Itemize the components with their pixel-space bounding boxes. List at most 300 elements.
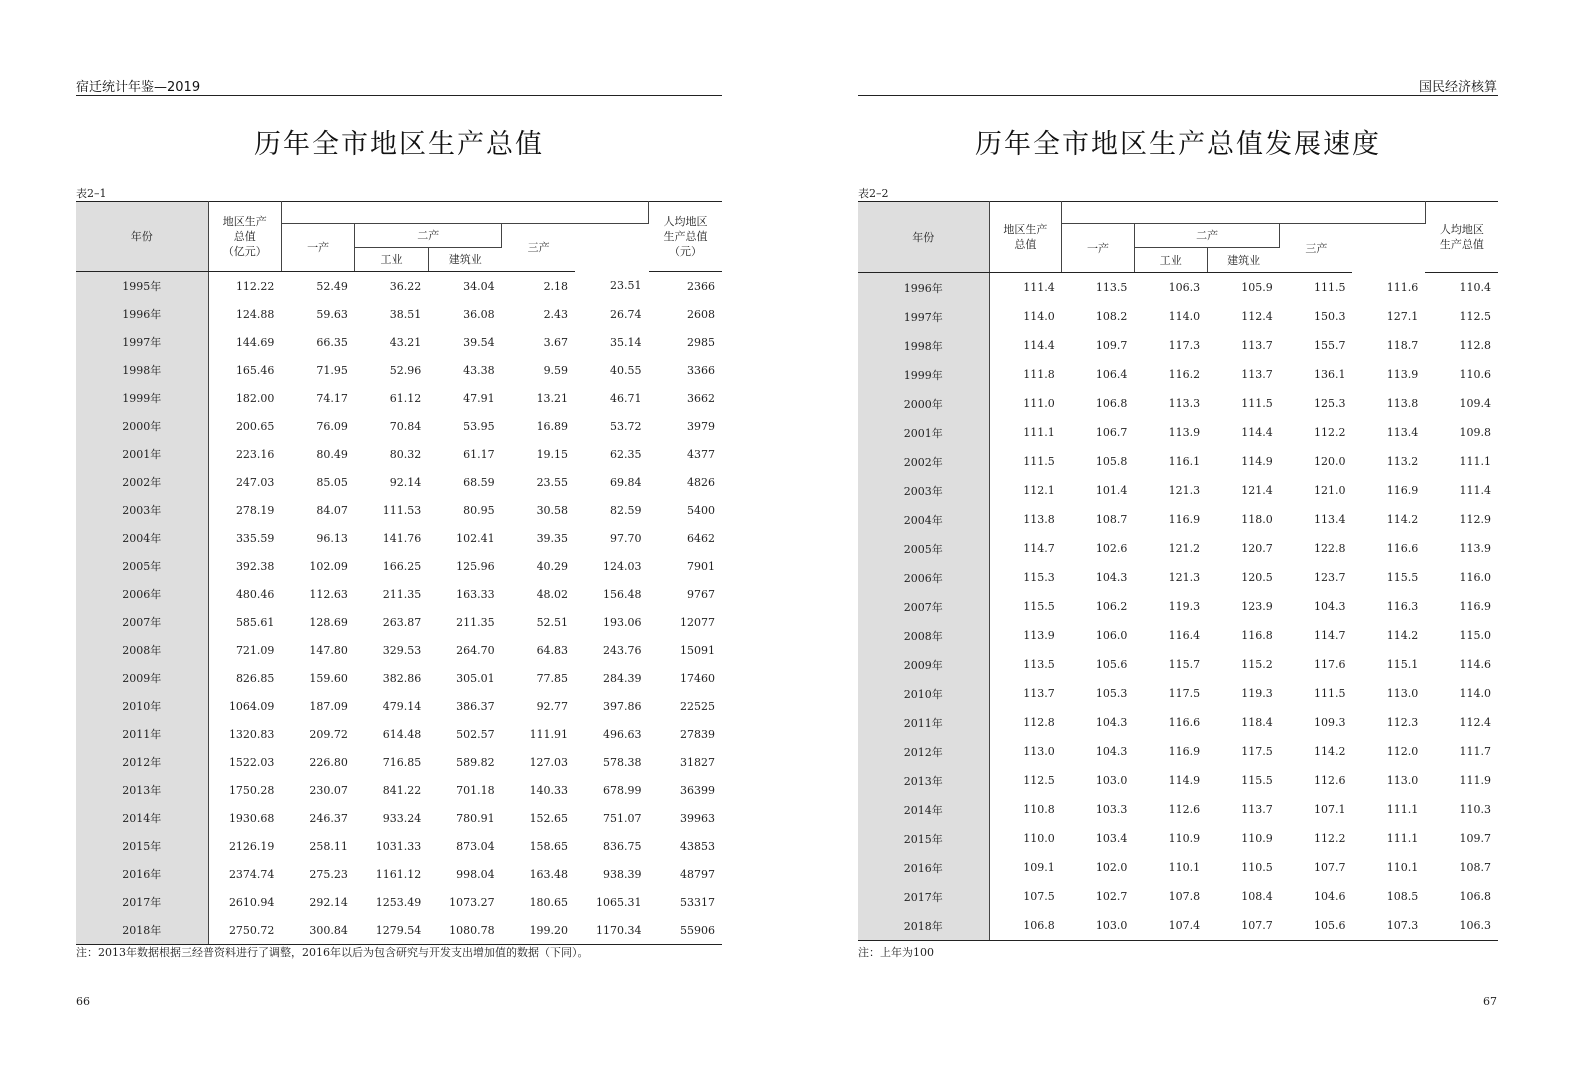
value-cell: 292.14 bbox=[309, 895, 348, 909]
value-cell: 109.7 bbox=[1095, 339, 1128, 352]
value-cell: 105.9 bbox=[1241, 281, 1273, 294]
value-cell: 193.06 bbox=[603, 615, 642, 629]
value-cell: 117.6 bbox=[1313, 658, 1346, 671]
value-cell: 74.17 bbox=[316, 391, 348, 405]
value-cell: 108.2 bbox=[1095, 310, 1128, 323]
value-cell: 121.4 bbox=[1241, 484, 1273, 497]
value-cell: 106.3 bbox=[1425, 911, 1498, 941]
value-cell: 13.21 bbox=[536, 391, 569, 405]
value-cell: 386.37 bbox=[456, 699, 495, 713]
value-cell: 127.1 bbox=[1386, 310, 1419, 323]
value-cell: 116.3 bbox=[1386, 600, 1419, 613]
value-cell: 113.7 bbox=[1023, 687, 1055, 700]
header-primary: 一产 bbox=[281, 224, 354, 272]
value-cell: 112.2 bbox=[1313, 832, 1346, 845]
table-body bbox=[76, 272, 722, 945]
value-cell: 116.0 bbox=[1459, 571, 1491, 584]
table-row bbox=[76, 468, 722, 496]
value-cell: 103.0 bbox=[1095, 774, 1128, 787]
value-cell: 102.6 bbox=[1095, 542, 1128, 555]
year-cell: 2014年 bbox=[858, 795, 989, 824]
value-cell: 243.76 bbox=[603, 643, 642, 657]
value-cell: 114.6 bbox=[1459, 658, 1491, 671]
value-cell: 36399 bbox=[680, 783, 715, 797]
year-cell: 2013年 bbox=[76, 776, 208, 804]
year-cell: 2018年 bbox=[76, 916, 208, 945]
value-cell: 158.65 bbox=[529, 839, 569, 853]
table-row bbox=[76, 748, 722, 776]
year-cell: 1999年 bbox=[858, 360, 989, 389]
value-cell: 112.6 bbox=[1313, 774, 1346, 787]
value-cell: 111.53 bbox=[382, 503, 422, 517]
value-cell: 104.3 bbox=[1313, 600, 1346, 613]
value-cell: 116.9 bbox=[1168, 513, 1201, 526]
value-cell: 105.6 bbox=[1280, 911, 1353, 941]
value-cell: 120.7 bbox=[1241, 542, 1273, 555]
value-cell: 113.9 bbox=[1386, 368, 1419, 381]
year-cell: 2015年 bbox=[76, 832, 208, 860]
value-cell: 275.23 bbox=[309, 867, 348, 881]
value-cell: 2608 bbox=[687, 307, 715, 321]
value-cell: 1073.27 bbox=[449, 895, 495, 909]
value-cell: 113.3 bbox=[1168, 397, 1201, 410]
value-cell: 12077 bbox=[680, 615, 715, 629]
value-cell: 3.67 bbox=[543, 335, 569, 349]
value-cell: 114.0 bbox=[1023, 310, 1055, 323]
year-cell: 2007年 bbox=[76, 608, 208, 636]
table-row bbox=[76, 440, 722, 468]
value-cell: 123.7 bbox=[1313, 571, 1346, 584]
value-cell: 397.86 bbox=[603, 699, 642, 713]
value-cell: 80.49 bbox=[316, 447, 348, 461]
table-row bbox=[76, 608, 722, 636]
year-cell: 2005年 bbox=[858, 534, 989, 563]
table-row bbox=[76, 580, 722, 608]
value-cell: 102.0 bbox=[1095, 861, 1128, 874]
value-cell: 117.3 bbox=[1168, 339, 1201, 352]
growth-table bbox=[858, 201, 1498, 941]
value-cell: 104.3 bbox=[1095, 716, 1128, 729]
value-cell: 3662 bbox=[687, 391, 715, 405]
value-cell: 246.37 bbox=[309, 811, 348, 825]
value-cell: 106.8 bbox=[1459, 890, 1491, 903]
value-cell: 116.9 bbox=[1459, 600, 1491, 613]
value-cell: 109.1 bbox=[1023, 861, 1055, 874]
value-cell: 111.0 bbox=[1023, 397, 1055, 410]
value-cell: 111.4 bbox=[1023, 281, 1055, 294]
value-cell: 107.7 bbox=[1207, 911, 1280, 941]
value-cell: 1522.03 bbox=[228, 755, 275, 769]
year-cell: 2007年 bbox=[858, 592, 989, 621]
table-row bbox=[858, 418, 1498, 447]
value-cell: 62.35 bbox=[610, 447, 642, 461]
value-cell: 114.2 bbox=[1386, 513, 1419, 526]
value-cell: 114.7 bbox=[1313, 629, 1346, 642]
value-cell: 106.2 bbox=[1095, 600, 1128, 613]
value-cell: 43853 bbox=[680, 839, 715, 853]
value-cell: 263.87 bbox=[382, 615, 422, 629]
year-cell: 2004年 bbox=[858, 505, 989, 534]
value-cell: 113.8 bbox=[1023, 513, 1055, 526]
value-cell: 111.6 bbox=[1386, 280, 1419, 294]
value-cell: 873.04 bbox=[456, 839, 495, 853]
value-cell: 104.3 bbox=[1095, 745, 1128, 758]
table-row bbox=[76, 832, 722, 860]
year-cell: 2001年 bbox=[858, 418, 989, 447]
value-cell: 105.8 bbox=[1095, 455, 1128, 468]
value-cell: 111.1 bbox=[1459, 455, 1491, 468]
table-row bbox=[76, 300, 722, 328]
running-head: 国民经济核算 bbox=[1418, 80, 1497, 95]
year-cell: 2000年 bbox=[858, 389, 989, 418]
value-cell: 2610.94 bbox=[228, 895, 275, 909]
value-cell: 47.91 bbox=[463, 391, 495, 405]
value-cell: 110.1 bbox=[1168, 861, 1201, 874]
value-cell: 121.3 bbox=[1168, 484, 1201, 497]
year-cell: 2006年 bbox=[76, 580, 208, 608]
year-cell: 2009年 bbox=[858, 650, 989, 679]
value-cell: 136.1 bbox=[1313, 368, 1346, 381]
value-cell: 107.4 bbox=[1134, 911, 1207, 941]
value-cell: 71.95 bbox=[316, 363, 348, 377]
value-cell: 589.82 bbox=[456, 755, 495, 769]
table-row bbox=[858, 882, 1498, 911]
value-cell: 31827 bbox=[680, 755, 715, 769]
value-cell: 163.33 bbox=[456, 587, 495, 601]
value-cell: 111.5 bbox=[1313, 687, 1346, 700]
year-cell: 2006年 bbox=[858, 563, 989, 592]
table-row bbox=[76, 496, 722, 524]
value-cell: 113.5 bbox=[1023, 658, 1055, 671]
table-row bbox=[858, 302, 1498, 331]
header-tertiary: 三产 bbox=[1280, 224, 1353, 273]
value-cell: 105.3 bbox=[1095, 687, 1128, 700]
value-cell: 116.8 bbox=[1241, 629, 1273, 642]
value-cell: 3366 bbox=[687, 363, 715, 377]
value-cell: 113.8 bbox=[1386, 397, 1419, 410]
value-cell: 112.8 bbox=[1459, 339, 1491, 352]
value-cell: 115.3 bbox=[1023, 571, 1055, 584]
year-cell: 2012年 bbox=[858, 737, 989, 766]
header-per-capita: 人均地区 生产总值 bbox=[1425, 202, 1498, 273]
value-cell: 392.38 bbox=[235, 559, 275, 573]
value-cell: 152.65 bbox=[529, 811, 569, 825]
value-cell: 118.7 bbox=[1386, 339, 1419, 352]
value-cell: 110.5 bbox=[1241, 861, 1273, 874]
value-cell: 40.29 bbox=[536, 559, 569, 573]
value-cell: 17460 bbox=[680, 671, 715, 685]
table-row bbox=[76, 552, 722, 580]
value-cell: 82.59 bbox=[610, 503, 642, 517]
header-primary: 一产 bbox=[1062, 224, 1135, 273]
year-cell: 1997年 bbox=[858, 302, 989, 331]
value-cell: 209.72 bbox=[309, 727, 348, 741]
value-cell: 105.6 bbox=[1095, 658, 1128, 671]
value-cell: 106.4 bbox=[1095, 368, 1128, 381]
value-cell: 155.7 bbox=[1313, 339, 1346, 352]
value-cell: 938.39 bbox=[603, 867, 642, 881]
right-page bbox=[794, 0, 1587, 1077]
header-year: 年份 bbox=[76, 202, 208, 272]
table-row bbox=[858, 360, 1498, 389]
value-cell: 52.96 bbox=[389, 363, 422, 377]
value-cell: 110.8 bbox=[1023, 803, 1055, 816]
header-blank bbox=[281, 202, 648, 224]
value-cell: 165.46 bbox=[235, 363, 275, 377]
table-row bbox=[76, 524, 722, 552]
value-cell: 140.33 bbox=[529, 783, 569, 797]
table-row bbox=[76, 384, 722, 412]
header-rule bbox=[858, 95, 1498, 96]
value-cell: 53317 bbox=[680, 895, 715, 909]
table-row bbox=[858, 621, 1498, 650]
value-cell: 107.7 bbox=[1313, 861, 1346, 874]
header-blank bbox=[1062, 202, 1426, 224]
value-cell: 120.5 bbox=[1241, 571, 1273, 584]
value-cell: 115.7 bbox=[1168, 658, 1201, 671]
year-cell: 2017年 bbox=[76, 888, 208, 916]
header-year: 年份 bbox=[858, 202, 989, 273]
value-cell: 84.07 bbox=[316, 503, 348, 517]
value-cell: 52.51 bbox=[536, 615, 569, 629]
value-cell: 278.19 bbox=[235, 503, 275, 517]
value-cell: 114.0 bbox=[1168, 310, 1201, 323]
value-cell: 22525 bbox=[680, 699, 715, 713]
value-cell: 64.83 bbox=[536, 643, 569, 657]
table-row bbox=[76, 328, 722, 356]
value-cell: 107.3 bbox=[1352, 911, 1425, 941]
value-cell: 119.3 bbox=[1241, 687, 1273, 700]
table-row bbox=[858, 911, 1498, 941]
year-cell: 2010年 bbox=[858, 679, 989, 708]
value-cell: 264.70 bbox=[456, 643, 495, 657]
value-cell: 106.0 bbox=[1095, 629, 1128, 642]
value-cell: 496.63 bbox=[603, 727, 642, 741]
value-cell: 502.57 bbox=[456, 727, 495, 741]
value-cell: 721.09 bbox=[235, 643, 275, 657]
value-cell: 1064.09 bbox=[228, 699, 275, 713]
value-cell: 53.72 bbox=[610, 419, 642, 433]
gdp-table bbox=[76, 201, 722, 945]
year-cell: 2013年 bbox=[858, 766, 989, 795]
value-cell: 678.99 bbox=[603, 783, 642, 797]
value-cell: 102.41 bbox=[456, 531, 495, 545]
value-cell: 112.6 bbox=[1168, 803, 1201, 816]
table-row bbox=[76, 272, 722, 301]
value-cell: 114.4 bbox=[1241, 426, 1273, 439]
value-cell: 34.04 bbox=[463, 279, 495, 293]
value-cell: 716.85 bbox=[382, 755, 422, 769]
value-cell: 115.5 bbox=[1241, 774, 1273, 787]
value-cell: 113.0 bbox=[1023, 745, 1055, 758]
table-row bbox=[76, 720, 722, 748]
value-cell: 329.53 bbox=[382, 643, 422, 657]
table-row bbox=[858, 650, 1498, 679]
value-cell: 226.80 bbox=[309, 755, 348, 769]
value-cell: 111.1 bbox=[1386, 832, 1419, 845]
value-cell: 103.3 bbox=[1095, 803, 1128, 816]
table-body bbox=[858, 273, 1498, 941]
value-cell: 55906 bbox=[649, 916, 722, 945]
year-cell: 2004年 bbox=[76, 524, 208, 552]
value-cell: 933.24 bbox=[382, 811, 422, 825]
value-cell: 7901 bbox=[687, 559, 715, 573]
page-title: 历年全市地区生产总值 bbox=[254, 129, 544, 160]
table-row bbox=[858, 505, 1498, 534]
value-cell: 36.22 bbox=[389, 279, 422, 293]
year-cell: 2017年 bbox=[858, 882, 989, 911]
value-cell: 112.5 bbox=[1459, 310, 1491, 323]
year-cell: 2014年 bbox=[76, 804, 208, 832]
value-cell: 112.5 bbox=[1023, 774, 1055, 787]
table-row bbox=[858, 737, 1498, 766]
value-cell: 614.48 bbox=[382, 727, 422, 741]
value-cell: 1065.31 bbox=[596, 895, 642, 909]
year-cell: 1996年 bbox=[858, 273, 989, 303]
value-cell: 116.1 bbox=[1168, 455, 1201, 468]
value-cell: 80.95 bbox=[463, 503, 495, 517]
table-row bbox=[858, 708, 1498, 737]
value-cell: 116.6 bbox=[1386, 542, 1419, 555]
year-cell: 2008年 bbox=[858, 621, 989, 650]
table-row bbox=[76, 916, 722, 945]
value-cell: 335.59 bbox=[235, 531, 275, 545]
value-cell: 106.7 bbox=[1095, 426, 1128, 439]
value-cell: 113.7 bbox=[1241, 339, 1273, 352]
value-cell: 40.55 bbox=[610, 363, 642, 377]
value-cell: 19.15 bbox=[536, 447, 569, 461]
value-cell: 124.03 bbox=[603, 559, 642, 573]
value-cell: 156.48 bbox=[603, 587, 642, 601]
value-cell: 180.65 bbox=[529, 895, 569, 909]
value-cell: 53.95 bbox=[463, 419, 495, 433]
table-row bbox=[858, 331, 1498, 360]
value-cell: 113.9 bbox=[1459, 542, 1491, 555]
left-page bbox=[0, 0, 793, 1077]
year-cell: 2012年 bbox=[76, 748, 208, 776]
value-cell: 69.84 bbox=[610, 475, 642, 489]
year-cell: 1995年 bbox=[76, 272, 208, 301]
value-cell: 59.63 bbox=[316, 307, 348, 321]
value-cell: 113.4 bbox=[1313, 513, 1346, 526]
value-cell: 2366 bbox=[687, 279, 715, 293]
value-cell: 125.3 bbox=[1313, 397, 1346, 410]
value-cell: 116.9 bbox=[1386, 484, 1419, 497]
value-cell: 111.7 bbox=[1459, 745, 1491, 758]
value-cell: 2985 bbox=[687, 335, 715, 349]
value-cell: 4826 bbox=[687, 475, 715, 489]
value-cell: 110.0 bbox=[1023, 832, 1055, 845]
value-cell: 106.8 bbox=[1095, 397, 1128, 410]
value-cell: 39.54 bbox=[463, 335, 495, 349]
value-cell: 68.59 bbox=[463, 475, 495, 489]
value-cell: 1031.33 bbox=[375, 839, 422, 853]
value-cell: 998.04 bbox=[456, 867, 495, 881]
value-cell: 113.2 bbox=[1386, 455, 1419, 468]
value-cell: 1161.12 bbox=[375, 867, 422, 881]
value-cell: 841.22 bbox=[382, 783, 422, 797]
value-cell: 113.0 bbox=[1386, 687, 1419, 700]
value-cell: 166.25 bbox=[382, 559, 422, 573]
header-secondary: 二产 bbox=[355, 224, 502, 248]
table-row bbox=[858, 592, 1498, 621]
value-cell: 111.8 bbox=[1023, 368, 1055, 381]
year-cell: 2003年 bbox=[76, 496, 208, 524]
year-cell: 2016年 bbox=[76, 860, 208, 888]
year-cell: 1998年 bbox=[858, 331, 989, 360]
value-cell: 110.9 bbox=[1241, 832, 1273, 845]
value-cell: 123.9 bbox=[1241, 600, 1273, 613]
value-cell: 382.86 bbox=[382, 671, 422, 685]
value-cell: 199.20 bbox=[502, 916, 575, 945]
table-label: 表2–2 bbox=[858, 187, 889, 200]
year-cell: 2010年 bbox=[76, 692, 208, 720]
value-cell: 102.7 bbox=[1095, 890, 1128, 903]
header-tertiary: 三产 bbox=[502, 224, 575, 272]
year-cell: 2011年 bbox=[76, 720, 208, 748]
value-cell: 110.9 bbox=[1168, 832, 1201, 845]
value-cell: 66.35 bbox=[316, 335, 348, 349]
value-cell: 111.4 bbox=[1459, 484, 1491, 497]
table-row bbox=[858, 534, 1498, 563]
value-cell: 112.4 bbox=[1459, 716, 1491, 729]
value-cell: 480.46 bbox=[235, 587, 275, 601]
value-cell: 110.6 bbox=[1459, 368, 1491, 381]
value-cell: 114.2 bbox=[1313, 745, 1346, 758]
value-cell: 111.5 bbox=[1313, 281, 1346, 294]
value-cell: 108.4 bbox=[1241, 890, 1273, 903]
value-cell: 9.59 bbox=[543, 363, 569, 377]
running-head: 宿迁统计年鉴—2019 bbox=[76, 80, 201, 95]
year-cell: 2002年 bbox=[858, 447, 989, 476]
value-cell: 122.8 bbox=[1313, 542, 1346, 555]
value-cell: 113.4 bbox=[1386, 426, 1419, 439]
header-industry: 工业 bbox=[1134, 248, 1207, 273]
page-title: 历年全市地区生产总值发展速度 bbox=[975, 129, 1381, 160]
year-cell: 2003年 bbox=[858, 476, 989, 505]
value-cell: 147.80 bbox=[309, 643, 348, 657]
value-cell: 114.9 bbox=[1168, 774, 1201, 787]
value-cell: 26.74 bbox=[610, 307, 642, 321]
value-cell: 113.5 bbox=[1095, 281, 1128, 294]
value-cell: 284.39 bbox=[603, 671, 642, 685]
value-cell: 101.4 bbox=[1095, 484, 1128, 497]
year-cell: 1997年 bbox=[76, 328, 208, 356]
table-row bbox=[858, 563, 1498, 592]
value-cell: 187.09 bbox=[309, 699, 348, 713]
header-gdp: 地区生产 总值 bbox=[989, 202, 1062, 273]
value-cell: 110.4 bbox=[1459, 281, 1491, 294]
value-cell: 113.7 bbox=[1241, 368, 1273, 381]
value-cell: 5400 bbox=[687, 503, 715, 517]
table-row bbox=[858, 795, 1498, 824]
value-cell: 80.32 bbox=[389, 447, 422, 461]
header-rule bbox=[76, 95, 722, 96]
value-cell: 109.4 bbox=[1459, 397, 1491, 410]
value-cell: 182.00 bbox=[235, 391, 275, 405]
value-cell: 48.02 bbox=[536, 587, 569, 601]
value-cell: 23.55 bbox=[536, 475, 569, 489]
value-cell: 114.7 bbox=[1023, 542, 1055, 555]
value-cell: 92.14 bbox=[389, 475, 422, 489]
value-cell: 108.7 bbox=[1459, 861, 1491, 874]
table-row bbox=[76, 776, 722, 804]
year-cell: 1998年 bbox=[76, 356, 208, 384]
value-cell: 211.35 bbox=[456, 615, 495, 629]
value-cell: 1253.49 bbox=[375, 895, 422, 909]
value-cell: 751.07 bbox=[603, 811, 642, 825]
value-cell: 112.2 bbox=[1313, 426, 1346, 439]
